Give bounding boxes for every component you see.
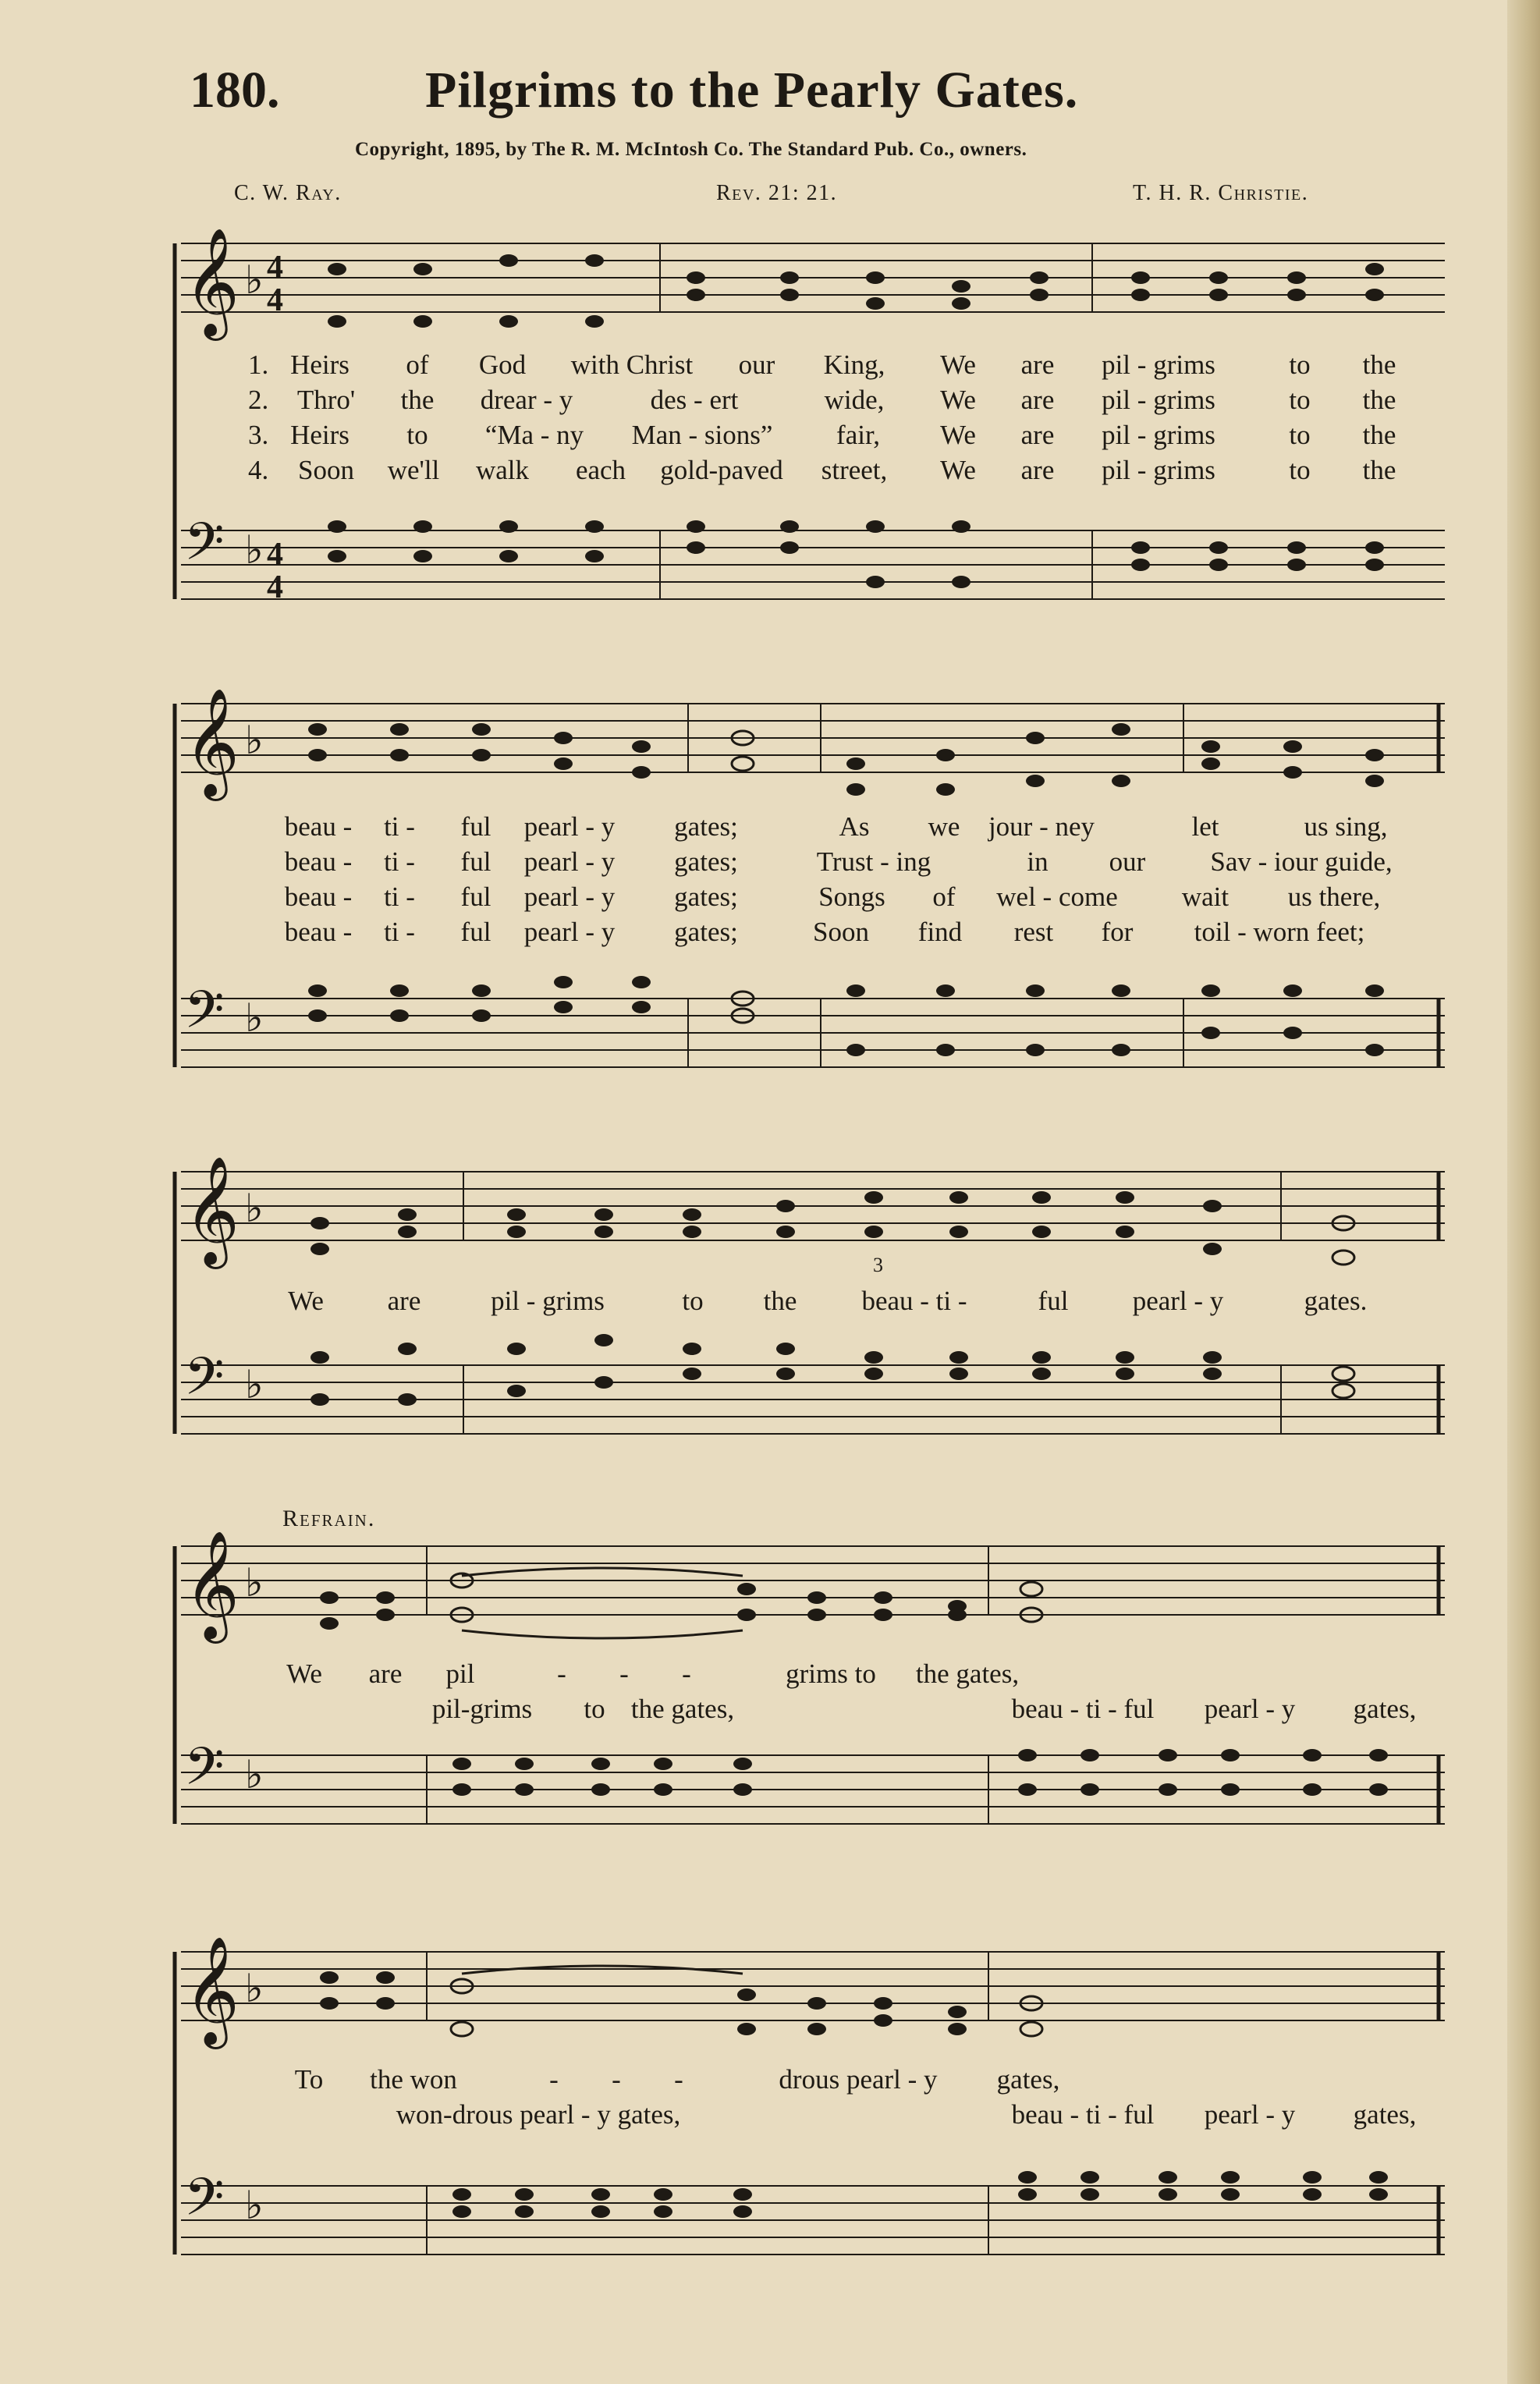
verse-number: 1. [248, 349, 269, 380]
lyric-syllable: the [400, 385, 435, 415]
svg-text:♭: ♭ [245, 257, 264, 303]
lyric-syllable: beau - [284, 917, 353, 947]
lyric-syllable: pil - grims [1102, 385, 1215, 415]
verse-2-line-2 [0, 846, 1540, 881]
lyric-syllable: pil - grims [491, 1286, 605, 1316]
svg-text:♭: ♭ [245, 527, 264, 573]
lyric-syllable: ful [460, 917, 491, 947]
lyric-syllable: to [584, 1694, 605, 1724]
lyric-syllable: pil-grims [431, 1694, 533, 1724]
refrain-2-lower [0, 2099, 1540, 2134]
lyric-syllable: to [1289, 385, 1311, 415]
lyric-syllable: drear - y [480, 385, 573, 415]
verse-number: 3. [248, 420, 269, 450]
lyric-syllable: are [1020, 385, 1055, 415]
lyric-syllable: our [738, 349, 775, 380]
verse-number: 4. [248, 455, 269, 485]
lyric-syllable: pil - grims [1102, 420, 1215, 450]
svg-text:♭: ♭ [245, 995, 264, 1041]
lyric-syllable: to [1289, 349, 1311, 380]
lyric-syllable: wide, [824, 385, 885, 415]
lyric-syllable: We [288, 1286, 324, 1316]
lyric-syllable: of [932, 882, 956, 912]
verse-4-line-2 [0, 917, 1540, 951]
scripture-reference: Rev. 21: 21. [716, 181, 838, 205]
lyric-syllable: gates, [996, 2064, 1060, 2095]
lyric-syllable: the [1362, 349, 1396, 380]
verse-number: 2. [248, 385, 269, 415]
lyric-syllable: the [1362, 385, 1396, 415]
lyric-syllable: We [940, 420, 976, 450]
lyric-syllable: we'll [387, 455, 440, 485]
lyric-syllable: gold-paved [660, 455, 783, 485]
svg-text:𝄞: 𝄞 [184, 228, 240, 336]
svg-text:♭: ♭ [245, 1560, 264, 1605]
verse-2-line-1 [0, 385, 1540, 419]
svg-text:𝄞: 𝄞 [184, 1531, 240, 1639]
lyric-syllable: gates; [674, 882, 738, 912]
lyric-syllable: won-drous pearl - y gates, [396, 2099, 681, 2130]
triplet-mark: 3 [873, 1254, 883, 1276]
lyric-syllable: ti - [384, 846, 415, 877]
lyric-syllable: gates, [1353, 1694, 1417, 1724]
lyricist-credit: C. W. Ray. [234, 181, 342, 205]
lyric-syllable: to [406, 420, 428, 450]
lyric-syllable: ti - [384, 882, 415, 912]
lyric-syllable: Sav - iour guide, [1210, 846, 1393, 877]
refrain-2-upper [0, 2064, 1540, 2098]
lyric-syllable: the [1362, 420, 1396, 450]
lyric-syllable: ti - [384, 811, 415, 842]
lyric-syllable: Heirs [290, 420, 350, 450]
svg-text:𝄢: 𝄢 [184, 2167, 225, 2240]
lyric-syllable: to [682, 1286, 704, 1316]
lyric-syllable: the [1362, 455, 1396, 485]
lyric-syllable: are [1020, 349, 1055, 380]
lyric-syllable: pil - grims [1102, 455, 1215, 485]
svg-text:𝄢: 𝄢 [184, 980, 225, 1052]
lyric-syllable: for [1101, 917, 1134, 947]
closing-line [0, 1286, 1540, 1320]
lyric-syllable: to [1289, 420, 1311, 450]
lyric-syllable: drous pearl - y [779, 2064, 938, 2095]
lyric-syllable: beau - ti - [861, 1286, 967, 1316]
lyric-syllable: the gates, [630, 1694, 735, 1724]
lyric-syllable: gates; [674, 846, 738, 877]
lyric-syllable: are [368, 1659, 403, 1689]
refrain-1-lower [0, 1694, 1540, 1728]
lyric-syllable: God [478, 349, 527, 380]
lyric-syllable: Trust - ing [816, 846, 931, 877]
lyric-syllable: are [387, 1286, 421, 1316]
lyric-syllable: wel - come [996, 882, 1118, 912]
lyric-syllable: gates. [1304, 1286, 1368, 1316]
lyric-syllable: rest [1013, 917, 1054, 947]
hymn-title: Pilgrims to the Pearly Gates. [425, 62, 1079, 119]
svg-text:4: 4 [267, 537, 283, 573]
lyric-syllable: We [940, 455, 976, 485]
lyric-syllable: - [557, 1659, 566, 1689]
lyric-syllable: in [1027, 846, 1049, 877]
lyric-syllable: pil [445, 1659, 475, 1689]
copyright-notice: Copyright, 1895, by The R. M. McIntosh Co. The Standard Pub. Co., owners. [355, 139, 1027, 160]
lyric-syllable: the won [370, 2064, 457, 2095]
lyric-syllable: pearl - y [523, 846, 616, 877]
svg-text:♭: ♭ [245, 718, 264, 763]
lyric-syllable: Soon [813, 917, 869, 947]
lyric-syllable: beau - [284, 882, 353, 912]
lyric-syllable: - [619, 1659, 629, 1689]
lyric-syllable: us there, [1287, 882, 1381, 912]
lyric-syllable: ti - [384, 917, 415, 947]
lyric-syllable: gates; [674, 917, 738, 947]
lyric-syllable: with Christ [570, 349, 694, 380]
verse-1-line-1 [0, 349, 1540, 384]
lyric-syllable: We [940, 385, 976, 415]
svg-text:𝄞: 𝄞 [184, 1156, 240, 1265]
lyric-syllable: we [928, 811, 960, 842]
lyric-syllable: To [294, 2064, 324, 2095]
lyric-syllable: pil - grims [1102, 349, 1215, 380]
svg-text:𝄞: 𝄞 [184, 1936, 240, 2045]
lyric-syllable: - [682, 1659, 691, 1689]
lyric-syllable: pearl - y [1204, 1694, 1296, 1724]
lyric-syllable: ful [1038, 1286, 1069, 1316]
lyric-syllable: grims to [786, 1659, 876, 1689]
lyric-syllable: gates; [674, 811, 738, 842]
svg-text:♭: ♭ [245, 1362, 264, 1407]
lyric-syllable: us sing, [1304, 811, 1388, 842]
svg-text:♭: ♭ [245, 1966, 264, 2011]
verse-3-line-1 [0, 420, 1540, 454]
svg-text:♭: ♭ [245, 1752, 264, 1797]
lyric-syllable: toil - worn feet; [1194, 917, 1365, 947]
svg-text:♭: ♭ [245, 2183, 264, 2228]
lyric-syllable: the [763, 1286, 797, 1316]
lyric-syllable: King, [823, 349, 885, 380]
lyric-syllable: pearl - y [1204, 2099, 1296, 2130]
lyric-syllable: Heirs [290, 349, 350, 380]
refrain-1-upper [0, 1659, 1540, 1693]
lyric-syllable: our [1109, 846, 1146, 877]
lyric-syllable: are [1020, 420, 1055, 450]
lyric-syllable: find [917, 917, 963, 947]
lyric-syllable: wait [1181, 882, 1230, 912]
lyric-syllable: street, [821, 455, 888, 485]
lyric-syllable: As [839, 811, 870, 842]
lyric-syllable: gates, [1353, 2099, 1417, 2130]
lyric-syllable: “Ma - ny [484, 420, 584, 450]
lyric-syllable: pearl - y [523, 811, 616, 842]
hymn-number: 180. [190, 62, 280, 119]
composer-credit: T. H. R. Christie. [1133, 181, 1309, 205]
lyric-syllable: let [1191, 811, 1219, 842]
lyric-syllable: the gates, [915, 1659, 1020, 1689]
lyric-syllable: Man - sions” [631, 420, 773, 450]
svg-text:𝄞: 𝄞 [184, 688, 240, 796]
lyric-syllable: beau - ti - ful [1011, 1694, 1155, 1724]
svg-text:𝄢: 𝄢 [184, 512, 225, 584]
lyric-syllable: beau - [284, 846, 353, 877]
svg-text:4: 4 [267, 282, 283, 318]
lyric-syllable: beau - [284, 811, 353, 842]
svg-text:𝄢: 𝄢 [184, 1737, 225, 1809]
svg-text:4: 4 [267, 569, 283, 605]
lyric-syllable: ful [460, 882, 491, 912]
lyric-syllable: ful [460, 811, 491, 842]
verse-4-line-1 [0, 455, 1540, 489]
refrain-label: Refrain. [282, 1506, 376, 1531]
verse-3-line-2 [0, 882, 1540, 916]
verse-1-line-2 [0, 811, 1540, 846]
lyric-syllable: each [575, 455, 626, 485]
lyric-syllable: - [674, 2064, 683, 2095]
lyric-syllable: ful [460, 846, 491, 877]
lyric-syllable: We [286, 1659, 322, 1689]
lyric-syllable: We [940, 349, 976, 380]
lyric-syllable: Songs [818, 882, 885, 912]
lyric-syllable: Thro' [296, 385, 356, 415]
lyric-syllable: beau - ti - ful [1011, 2099, 1155, 2130]
lyric-syllable: jour - ney [988, 811, 1095, 842]
lyric-syllable: are [1020, 455, 1055, 485]
lyric-syllable: - [612, 2064, 621, 2095]
svg-text:4: 4 [267, 250, 283, 286]
lyric-syllable: pearl - y [1132, 1286, 1224, 1316]
lyric-syllable: des - ert [650, 385, 739, 415]
lyric-syllable: to [1289, 455, 1311, 485]
svg-text:♭: ♭ [245, 1186, 264, 1231]
lyric-syllable: - [549, 2064, 559, 2095]
lyric-syllable: of [406, 349, 429, 380]
svg-text:𝄢: 𝄢 [184, 1346, 225, 1419]
lyric-syllable: Soon [298, 455, 354, 485]
lyric-syllable: pearl - y [523, 882, 616, 912]
lyric-syllable: walk [475, 455, 530, 485]
lyric-syllable: pearl - y [523, 917, 616, 947]
lyric-syllable: fair, [836, 420, 880, 450]
